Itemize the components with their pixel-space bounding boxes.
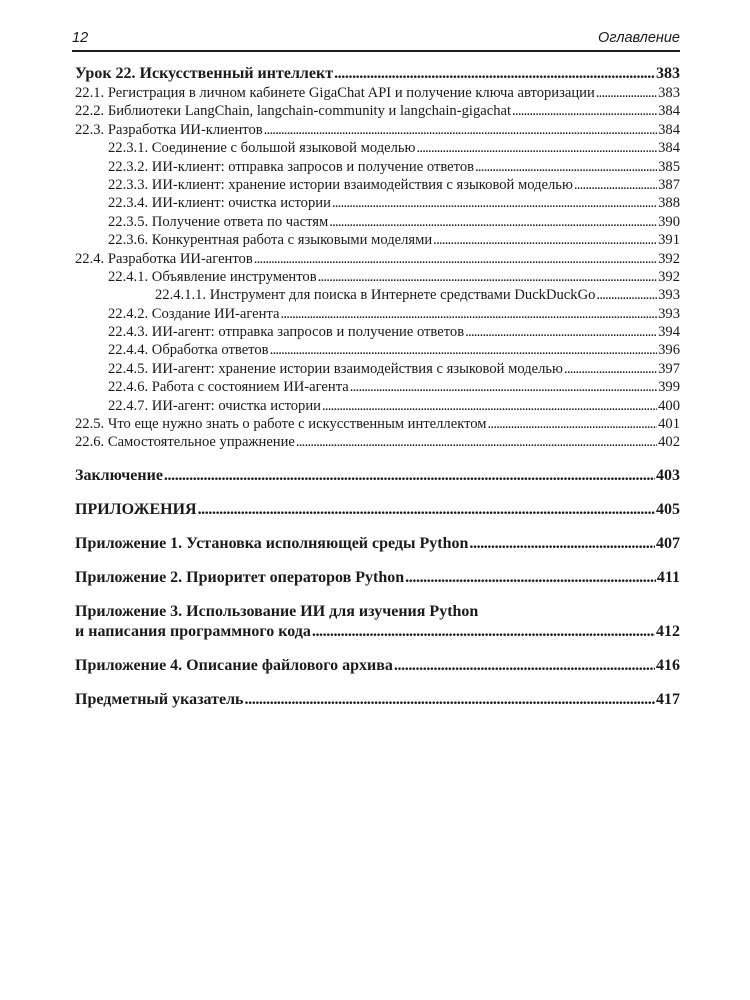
dot-leader (164, 466, 655, 486)
toc-entry-title: 22.4.1.1. Инструмент для поиска в Интернете средствами DuckDuckGo (155, 287, 596, 304)
toc-entry-page: 400 (658, 397, 680, 414)
toc-entry[interactable] (75, 305, 680, 323)
toc-entry-page: 392 (658, 250, 680, 267)
dot-leader (281, 305, 658, 323)
toc-entry-title: Заключение (75, 466, 163, 484)
toc-entry[interactable] (75, 250, 680, 268)
toc-entry-title: 22.6. Самостоятельное упражнение (75, 434, 295, 451)
toc-chapter-appendix-3[interactable] (75, 602, 680, 642)
toc-entry[interactable] (75, 84, 680, 102)
toc-entry-page: 391 (658, 232, 680, 249)
toc-entry-page: 401 (658, 416, 680, 433)
toc-entry-title: 22.3.1. Соединение с большой языковой моделью (108, 140, 416, 157)
dot-leader (596, 286, 657, 304)
toc-entry-title: 22.4.3. ИИ-агент: отправка запросов и получение ответов (108, 324, 465, 341)
dot-leader (264, 121, 657, 139)
toc-chapter-appendix-4[interactable] (75, 656, 680, 676)
dot-leader (334, 64, 655, 84)
dot-leader (512, 102, 657, 120)
toc-entry-title: 22.2. Библиотеки LangChain, langchain-community и langchain-gigachat (75, 103, 512, 120)
toc-entry-title: 22.4.4. Обработка ответов (108, 342, 269, 359)
toc-entry[interactable] (75, 121, 680, 139)
toc-entry-title: 22.4.5. ИИ-агент: хранение истории взаимодействия с языковой моделью (108, 360, 563, 377)
dot-leader (574, 176, 657, 194)
toc-entry-page: 383 (656, 65, 680, 82)
toc-entry-page: 417 (656, 690, 680, 708)
toc-entry-page: 393 (658, 305, 680, 322)
toc-entry-page: 416 (656, 656, 680, 674)
dot-leader (318, 268, 658, 286)
toc-entry-page: 390 (658, 213, 680, 230)
toc-entry-page: 385 (658, 158, 680, 175)
toc-entry[interactable] (75, 158, 680, 176)
toc-entry-page: 384 (658, 103, 680, 120)
toc-entry[interactable] (75, 194, 680, 212)
running-title: Оглавление (598, 30, 680, 46)
toc-entry-title: 22.4.7. ИИ-агент: очистка истории (108, 397, 321, 414)
toc-entry-page: 407 (656, 534, 680, 552)
toc-entry[interactable] (75, 323, 680, 341)
toc-lesson-22[interactable] (75, 64, 680, 84)
dot-leader (329, 213, 657, 231)
toc-chapter-conclusion[interactable] (75, 466, 680, 486)
toc-entry-page: 412 (656, 622, 680, 640)
toc-entry[interactable] (75, 231, 680, 249)
toc-entry[interactable] (75, 433, 680, 451)
toc-entry-title-line1: Приложение 3. Использование ИИ для изучения Python (75, 602, 479, 620)
toc-entry-title: ПРИЛОЖЕНИЯ (75, 500, 197, 518)
toc-entry-page: 393 (658, 287, 680, 304)
toc-entry[interactable] (75, 286, 680, 304)
toc-entry-page: 383 (658, 85, 680, 101)
toc-entry-title: 22.3.5. Получение ответа по частям (108, 213, 329, 230)
toc-entry-title: Приложение 1. Установка исполняющей среды Python (75, 534, 469, 552)
toc-entry-title: 22.4.2. Создание ИИ-агента (108, 305, 280, 322)
page-number: 12 (72, 30, 89, 46)
toc-entry-page: 392 (658, 268, 680, 285)
toc-entry-page: 384 (658, 140, 680, 157)
dot-leader (270, 341, 658, 359)
toc-chapter-index[interactable] (75, 690, 680, 710)
dot-leader (564, 360, 657, 378)
toc-entry-title: 22.1. Регистрация в личном кабинете GigaChat API и получение ключа авторизации (75, 85, 595, 101)
toc-entry[interactable] (75, 268, 680, 286)
toc-chapter-appendix-2[interactable] (75, 568, 680, 588)
dot-leader (296, 433, 657, 451)
dot-leader (394, 656, 655, 676)
toc-chapter-appendices[interactable] (75, 500, 680, 520)
dot-leader (433, 231, 657, 249)
toc-entry[interactable] (75, 139, 680, 157)
dot-leader (350, 378, 657, 396)
toc-entry[interactable] (75, 378, 680, 396)
toc-entry-title: 22.3.6. Конкурентная работа с языковыми моделями (108, 232, 433, 249)
toc-entry-title: 22.4.1. Объявление инструментов (108, 268, 317, 285)
toc-entry-title: Предметный указатель (75, 690, 244, 708)
toc-entry-title: 22.3.2. ИИ-клиент: отправка запросов и получение ответов (108, 158, 475, 175)
toc-entry-page: 405 (656, 500, 680, 518)
toc-entry-title: 22.4. Разработка ИИ-агентов (75, 250, 253, 267)
toc-entry-page: 388 (658, 195, 680, 212)
toc-entry-page: 411 (656, 568, 680, 586)
toc-entry[interactable] (75, 415, 680, 433)
dot-leader (416, 139, 657, 157)
toc-entry-title: 22.4.6. Работа с состоянием ИИ-агента (108, 379, 349, 396)
toc-entry[interactable] (75, 341, 680, 359)
toc-entry-page: 384 (658, 121, 680, 138)
toc-entry-title: Приложение 4. Описание файлового архива (75, 656, 393, 674)
dot-leader (596, 84, 657, 102)
dot-leader (332, 194, 657, 212)
dot-leader (245, 690, 655, 710)
running-header (72, 28, 680, 52)
toc-entry-title-line2: и написания программного кода (75, 622, 311, 640)
toc-entry[interactable] (75, 102, 680, 120)
toc-entry-title: 22.3.4. ИИ-клиент: очистка истории (108, 195, 331, 212)
toc-entry-title: 22.3.3. ИИ-клиент: хранение истории взаимодействия с языковой моделью (108, 176, 573, 193)
dot-leader (405, 568, 656, 588)
toc-entry-page: 396 (658, 342, 680, 359)
dot-leader (312, 622, 655, 642)
toc-entry-page: 387 (658, 176, 680, 193)
toc-entry[interactable] (75, 213, 680, 231)
dot-leader (322, 397, 657, 415)
dot-leader (475, 158, 657, 176)
table-of-contents (75, 64, 680, 710)
toc-entry[interactable] (75, 397, 680, 415)
toc-entry[interactable] (75, 360, 680, 378)
toc-entry-title: 22.5. Что еще нужно знать о работе с искусственным интеллектом (75, 416, 487, 433)
toc-entry-title: Приложение 2. Приоритет операторов Python (75, 568, 405, 586)
dot-leader (465, 323, 657, 341)
toc-entry-title: Урок 22. Искусственный интеллект (75, 65, 334, 82)
toc-entry-title: 22.3. Разработка ИИ-клиентов (75, 121, 263, 138)
toc-entry-page: 394 (658, 324, 680, 341)
toc-entry-page: 397 (658, 360, 680, 377)
dot-leader (488, 415, 658, 433)
toc-entry[interactable] (75, 176, 680, 194)
toc-chapter-appendix-1[interactable] (75, 534, 680, 554)
toc-entry-page: 402 (658, 434, 680, 451)
dot-leader (254, 250, 657, 268)
dot-leader (198, 500, 655, 520)
dot-leader (469, 534, 655, 554)
toc-entry-page: 399 (658, 379, 680, 396)
toc-entry-page: 403 (656, 466, 680, 484)
